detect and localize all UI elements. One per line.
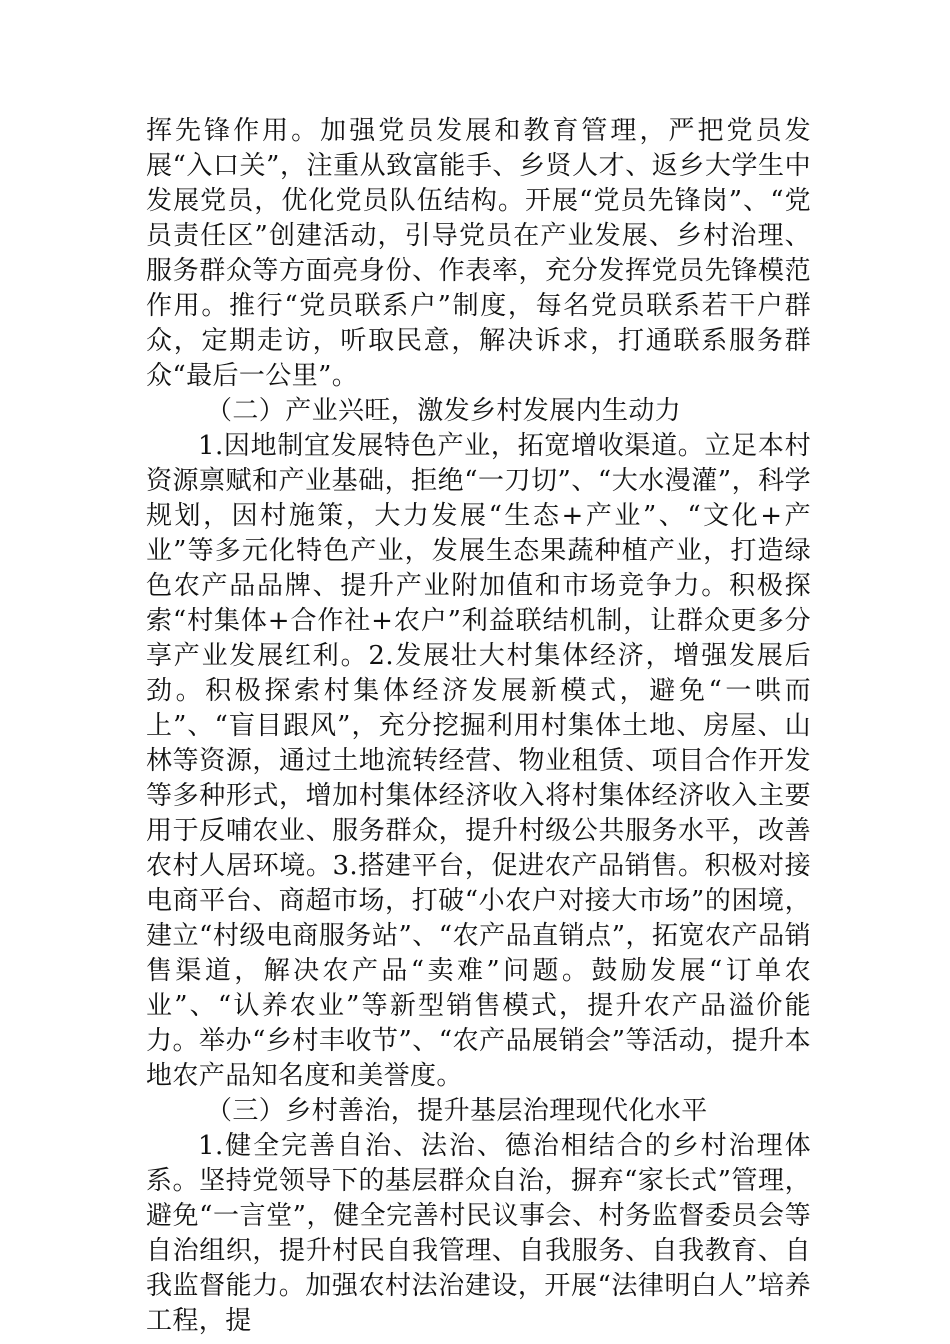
document-body: [146, 114, 811, 1339]
paragraph-party-members: 挥先锋作用。加强党员发展和教育管理，严把党员发展“入口关”，注重从致富能手、乡贤人才、返乡大学生中发展党员，优化党员队伍结构。开展“党员先锋岗”、“党员责任区”创建活动，引导党员在产业发展、乡村治理、服务群众等方面亮身份、作表率，充分发挥党员先锋模范作用。推行“党员联系户”制度，每名党员联系若干户群众，定期走访，听取民意，解决诉求，打通联系服务群众“最后一公里”。: [146, 116, 811, 391]
paragraph-industry: 1.因地制宜发展特色产业，拓宽增收渠道。立足本村资源禀赋和产业基础，拒绝“一刀切”、“大水漫灌”，科学规划，因村施策，大力发展“生态+产业”、“文化+产业”等多元化特色产业，发展生态果蔬种植产业，打造绿色农产品品牌、提升产业附加值和市场竞争力。积极探索“村集体+合作社+农户”利益联结机制，让群众更多分享产业发展红利。2.发展壮大村集体经济，增强发展后劲。积极探索村集体经济发展新模式，避免“一哄而上”、“盲目跟风”，充分挖掘利用村集体土地、房屋、山林等资源，通过土地流转经营、物业租赁、项目合作开发等多种形式，增加村集体经济收入将村集体经济收入主要用于反哺农业、服务群众，提升村级公共服务水平，改善农村人居环境。3.搭建平台，促进农产品销售。积极对接电商平台、商超市场，打破“小农户对接大市场”的困境，建立“村级电商服务站”、“农产品直销点”，拓宽农产品销售渠道，解决农产品“卖难”问题。鼓励发展“订单农业”、“认养农业”等新型销售模式，提升农产品溢价能力。举办“乡村丰收节”、“农产品展销会”等活动，提升本地农产品知名度和美誉度。: [146, 431, 811, 1091]
paragraph-governance: 1.健全完善自治、法治、德治相结合的乡村治理体系。坚持党领导下的基层群众自治，摒弃“家长式”管理，避免“一言堂”，健全完善村民议事会、村务监督委员会等自治组织，提升村民自我管理、自我服务、自我教育、自我监督能力。加强农村法治建设，开展“法律明白人”培养工程，提: [146, 1131, 811, 1336]
section-heading-governance: （三）乡村善治，提升基层治理现代化水平: [206, 1096, 708, 1126]
section-heading-industry: （二）产业兴旺，激发乡村发展内生动力: [206, 396, 682, 426]
